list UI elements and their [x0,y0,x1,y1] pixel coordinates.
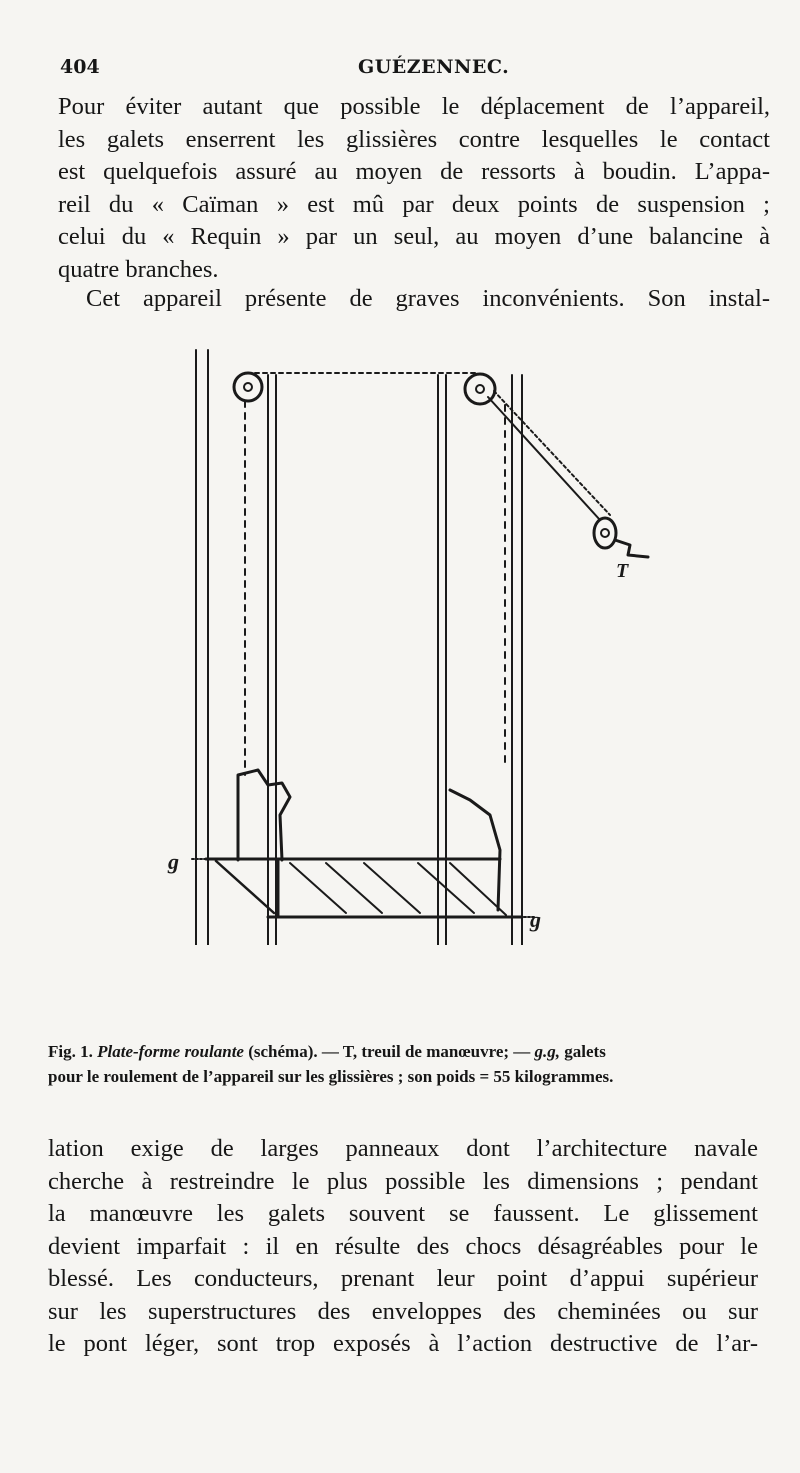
figure-number: Fig. 1. [48,1042,93,1061]
text-line: Pour éviter autant que possible le déplacement de l’appareil, [58,93,770,120]
figure-caption [48,1039,760,1089]
stretcher-profile [238,770,290,860]
text-line: est quelquefois assuré au moyen de ressorts à boudin. L’appa- [58,158,770,185]
caption-text: galets [564,1042,606,1061]
stretcher-profile [450,790,500,910]
paragraph-3 [48,1133,758,1361]
caption-line-2: pour le roulement de l’appareil sur les glissières ; son poids = 55 kilogrammes. [48,1067,614,1086]
text-line: Cet appareil présente de graves inconvénients. Son instal- [86,285,770,312]
figure-plate-forme-roulante [150,345,670,945]
galet-right-label: g [530,907,541,932]
figure-title: Plate-forme roulante [97,1042,244,1061]
paragraph-2 [58,283,770,316]
left-pulley-icon [234,373,262,401]
paragraph-1 [58,91,770,286]
text-line: devient imparfait : il en résulte des chocs désagréables pour le [48,1232,758,1260]
platform-brace [216,861,274,913]
caption-text: (schéma). — T, treuil de manœuvre; — [248,1042,531,1061]
text-line: cherche à restreindre le plus possible les dimensions ; pendant [48,1167,758,1195]
caption-gg: g.g, [534,1042,561,1061]
caption-line-1 [48,1039,760,1064]
winch-label: T [616,560,629,582]
text-line: lation exige de larges panneaux dont l’architecture navale [48,1135,758,1162]
text-line: sur les superstructures des enveloppes des cheminées ou sur [48,1297,758,1325]
text-line: la manœuvre les galets souvent se faussent. Le glissement [48,1200,758,1227]
galet-left-label: g [168,849,179,874]
text-line: celui du « Requin » par un seul, au moyen d’une balancine à [58,223,770,250]
text-line: blessé. Les conducteurs, prenant leur point d’appui supérieur [48,1265,758,1292]
platform-brace [290,863,346,913]
text-line: quatre branches. [58,255,219,283]
text-line: les galets enserrent les glissières contre lesquelles le contact [58,125,770,153]
winch-icon [594,518,648,557]
running-title: GUÉZENNEC. [358,56,510,78]
text-line: reil du « Caïman » est mû par deux points de suspension ; [58,190,770,218]
text-line: le pont léger, sont trop exposés à l’action destructive de l’ar- [48,1330,758,1357]
page-header [58,52,768,82]
page-number: 404 [60,56,100,78]
